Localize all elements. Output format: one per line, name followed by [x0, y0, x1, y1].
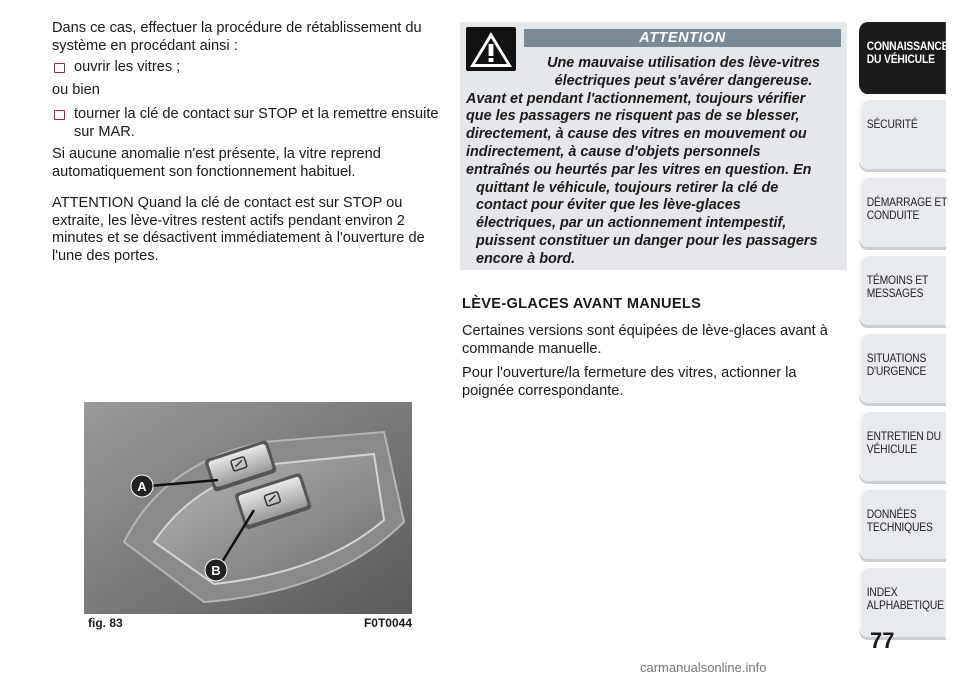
warning-line: entraînés ou heurtés par les vitres en question. En — [466, 161, 812, 178]
bullet-text: ouvrir les vitres ; — [74, 59, 181, 75]
tab-label: SÉCURITÉ — [866, 117, 918, 131]
section-paragraph: Certaines versions sont équipées de lève-glaces avant à commande manuelle. — [462, 323, 828, 357]
tab-connaissance-du-vehicule[interactable] — [859, 22, 949, 94]
warning-heading: ATTENTION — [524, 29, 841, 47]
warning-line: électriques peut s'avérer dangereuse. — [554, 72, 813, 89]
tab-label: ALPHABETIQUE — [866, 598, 944, 612]
tab-label: TÉMOINS ET — [866, 273, 929, 287]
attention-paragraph: ATTENTION Quand la clé de contact est sur STOP ou extraite, les lève-vitres restent actifs pendant environ 2 minutes et se désactivent immédiatement à l'ouverture de l'une des portes. — [52, 195, 425, 264]
warning-line: directement, à cause des vitres en mouvement ou — [466, 126, 807, 143]
page-number: 77 — [870, 628, 895, 653]
tab-label: INDEX — [866, 585, 898, 599]
checkbox-bullet-icon — [54, 110, 65, 120]
bullet-text: tourner la clé de contact sur STOP et la remettre ensuite sur MAR. — [74, 106, 439, 140]
tab-label: SITUATIONS — [866, 351, 927, 365]
warning-box — [460, 22, 847, 270]
tab-donnees-techniques[interactable] — [859, 490, 946, 562]
tab-securite[interactable] — [859, 100, 946, 172]
warning-line: Une mauvaise utilisation des lève-vitres — [547, 55, 820, 71]
tab-label: DONNÉES — [866, 507, 917, 521]
tab-label: DU VÉHICULE — [866, 52, 935, 66]
tab-label: MESSAGES — [866, 286, 924, 300]
section-paragraph: Pour l'ouverture/la fermeture des vitres, actionner la poignée correspondante. — [462, 365, 797, 399]
tab-temoins-et-messages[interactable] — [859, 256, 946, 328]
warning-line: Avant et pendant l'actionnement, toujours vérifier — [466, 90, 806, 107]
tab-label: VÉHICULE — [866, 442, 917, 456]
right-column — [462, 323, 850, 407]
tab-entretien-du-vehicule[interactable] — [859, 412, 946, 484]
window-switch-figure — [84, 402, 412, 614]
anomaly-paragraph: Si aucune anomalie n'est présente, la vitre reprend automatiquement son fonctionnement habituel. — [52, 146, 381, 180]
checkbox-bullet-icon — [54, 63, 65, 73]
section-title: LÈVE-GLACES AVANT MANUELS — [462, 296, 702, 312]
tab-situations-durgence[interactable] — [859, 334, 946, 406]
tab-demarrage-et-conduite[interactable] — [859, 178, 946, 250]
warning-line: quittant le véhicule, toujours retirer la clé de — [476, 179, 779, 196]
bullet-item-turn-key — [52, 106, 444, 141]
or-text: ou bien — [52, 81, 100, 98]
tab-label: TECHNIQUES — [866, 520, 933, 534]
bullet-item-open-windows — [52, 59, 444, 77]
figure-number: fig. 83 — [88, 616, 123, 630]
label-b: B — [211, 563, 221, 578]
tab-label: CONNAISSANCE — [866, 39, 949, 53]
left-column — [52, 20, 444, 272]
tab-label: D'URGENCE — [866, 364, 927, 378]
label-a: A — [137, 479, 147, 494]
warning-text — [466, 55, 841, 269]
figure-caption — [84, 615, 412, 631]
warning-line: puissent constituer un danger pour les passagers — [476, 232, 818, 249]
warning-line: électriques, par un actionnement intempestif, — [476, 215, 787, 232]
tab-label: DÉMARRAGE ET — [866, 195, 948, 209]
warning-line: encore à bord. — [476, 250, 576, 267]
intro-paragraph: Dans ce cas, effectuer la procédure de rétablissement du système en procédant ainsi : — [52, 20, 422, 54]
warning-line: indirectement, à cause d'objets personnels — [466, 143, 761, 160]
watermark: carmanualsonline.info — [640, 660, 767, 675]
figure-code: F0T0044 — [363, 616, 412, 630]
tab-label: ENTRETIEN DU — [866, 429, 941, 443]
warning-line: contact pour éviter que les lève-glaces — [476, 197, 741, 214]
chapter-tabs — [859, 22, 960, 622]
tab-label: CONDUITE — [866, 208, 920, 222]
warning-line: que les passagers ne risquent pas de se blesser, — [466, 108, 800, 125]
